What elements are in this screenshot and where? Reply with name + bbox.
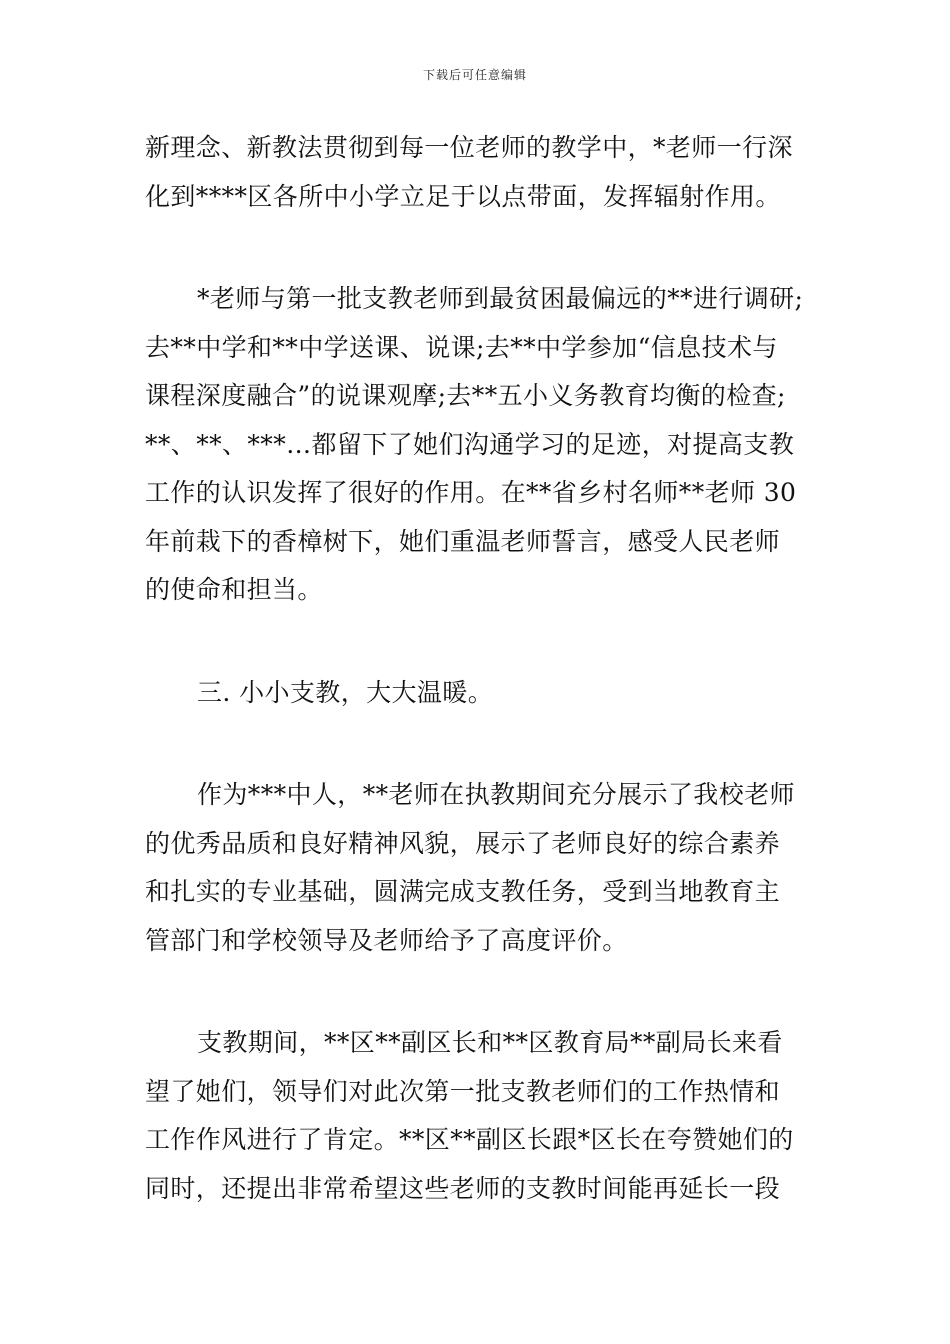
text-line: 课程深度融合”的说课观摩;去**五小义务教育均衡的检查;	[145, 381, 786, 410]
text-line: 工作的认识发挥了很好的作用。在**省乡村名师**老师 30	[145, 478, 797, 507]
section-heading	[145, 669, 813, 718]
paragraph-4	[145, 1019, 813, 1213]
text-line: 作为***中人，**老师在执教期间充分展示了我校老师	[197, 780, 795, 809]
text-line: 年前栽下的香樟树下，她们重温老师誓言，感受人民老师	[145, 526, 781, 556]
text-line: **、**、***…都留下了她们沟通学习的足迹，对提高支教	[145, 429, 795, 459]
text-line: *老师与第一批支教老师到最贫困最偏远的**进行调研;	[197, 284, 804, 313]
text-line: 去**中学和**中学送课、说课;去**中学参加“信息技术与	[145, 332, 778, 362]
document-body	[145, 124, 813, 1267]
paragraph-2	[145, 275, 813, 615]
text-line: 望了她们，领导们对此次第一批支教老师们的工作热情和	[145, 1076, 781, 1106]
text-line: 三. 小小支教，大大温暖。	[197, 677, 494, 707]
header-note: 下载后可任意编辑	[422, 68, 527, 82]
paragraph-1	[145, 124, 813, 221]
text-line: 管部门和学校领导及老师给予了高度评价。	[145, 925, 628, 955]
text-line: 同时，还提出非常希望这些老师的支教时间能再延长一段	[145, 1173, 781, 1203]
text-line: 的使命和担当。	[145, 575, 323, 604]
text-line: 工作作风进行了肯定。**区**副区长跟*区长在夸赞她们的	[145, 1125, 794, 1154]
text-line: 新理念、新教法贯彻到每一位老师的教学中，*老师一行深	[145, 133, 793, 162]
text-line: 和扎实的专业基础，圆满完成支教任务，受到当地教育主	[145, 877, 781, 906]
text-line: 化到****区各所中小学立足于以点带面，发挥辐射作用。	[145, 181, 781, 211]
paragraph-3	[145, 771, 813, 965]
text-line: 支教期间，**区**副区长和**区教育局**副局长来看	[197, 1028, 783, 1057]
text-line: 的优秀品质和良好精神风貌，展示了老师良好的综合素养	[145, 828, 781, 858]
